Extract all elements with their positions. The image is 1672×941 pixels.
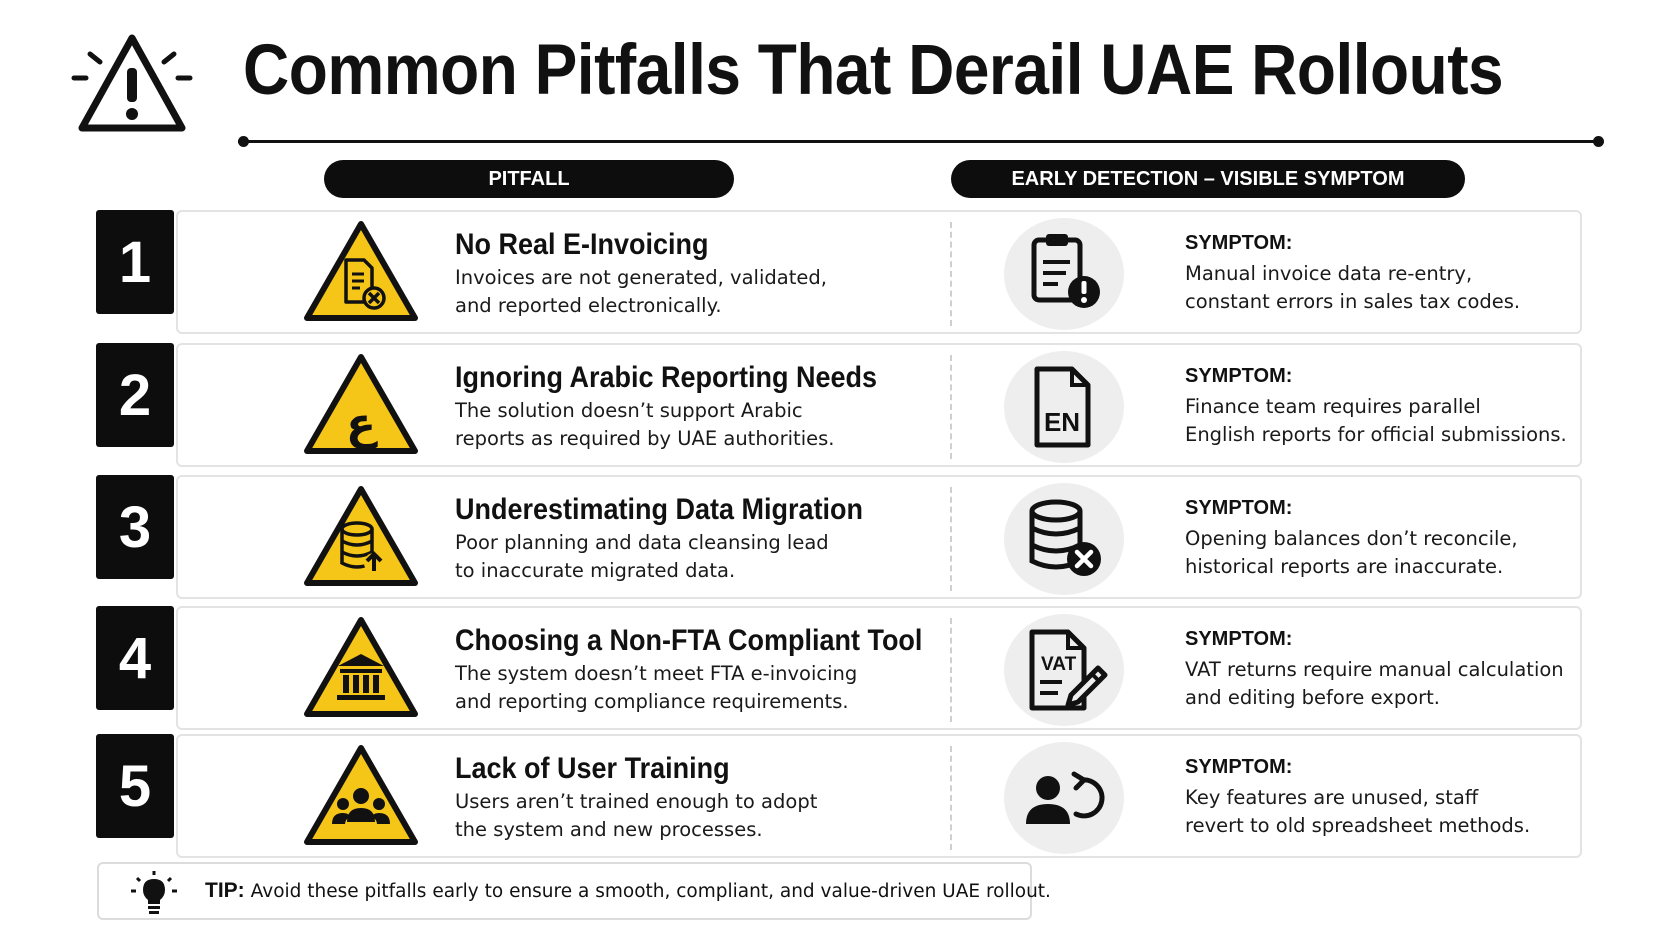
symptom-label: SYMPTOM: xyxy=(1185,756,1293,778)
tip-label: TIP: xyxy=(205,879,245,902)
symptom-description: Finance team requires parallel English reports for official submissions. xyxy=(1185,395,1567,446)
lightbulb-icon xyxy=(129,870,179,916)
tip-box xyxy=(97,862,1051,920)
row-number: 5 xyxy=(96,734,174,838)
row-number: 1 xyxy=(96,210,174,314)
row-number: 3 xyxy=(96,475,174,579)
symptom-description: Opening balances don’t reconcile, historical reports are inaccurate. xyxy=(1185,527,1518,578)
symptom-description: Key features are unused, staff revert to old spreadsheet methods. xyxy=(1185,786,1531,837)
pitfall-title: No Real E-Invoicing xyxy=(455,228,709,261)
pitfall-title: Underestimating Data Migration xyxy=(455,493,864,526)
government-building-icon xyxy=(302,614,420,720)
row-card xyxy=(176,343,1582,467)
page-title: Common Pitfalls That Derail UAE Rollouts xyxy=(243,29,1504,110)
symptom-column-header: EARLY DETECTION – VISIBLE SYMPTOM xyxy=(951,160,1465,198)
pitfall-column-header: PITFALL xyxy=(324,160,734,198)
row-card xyxy=(176,210,1582,334)
svg-text:EN: EN xyxy=(1043,407,1081,437)
row-number: 4 xyxy=(96,606,174,710)
pitfall-description: Users aren’t trained enough to adopt the system and new processes. xyxy=(455,790,818,841)
en-document-icon xyxy=(1004,351,1124,463)
tip-text xyxy=(205,879,1051,903)
tip-message: Avoid these pitfalls early to ensure a smooth, compliant, and value-driven UAE rollout. xyxy=(250,881,1051,902)
symptom-icon-circle xyxy=(1004,218,1124,330)
column-divider xyxy=(950,487,952,591)
pitfall-title: Ignoring Arabic Reporting Needs xyxy=(455,361,878,394)
symptom-icon-circle xyxy=(1004,483,1124,595)
vat-document-edit-icon xyxy=(1004,614,1124,726)
symptom-icon-circle xyxy=(1004,614,1124,726)
svg-text:VAT: VAT xyxy=(1041,654,1077,675)
column-divider xyxy=(950,618,952,722)
symptom-label: SYMPTOM: xyxy=(1185,628,1293,650)
column-divider xyxy=(950,355,952,459)
user-revert-icon xyxy=(1004,742,1124,854)
symptom-label: SYMPTOM: xyxy=(1185,365,1293,387)
row-number: 2 xyxy=(96,343,174,447)
pitfall-description: Poor planning and data cleansing lead to inaccurate migrated data. xyxy=(455,531,829,582)
svg-text:ع: ع xyxy=(345,399,377,450)
column-divider xyxy=(950,746,952,850)
symptom-label: SYMPTOM: xyxy=(1185,497,1293,519)
column-divider xyxy=(950,222,952,326)
divider-dot-right xyxy=(1593,136,1604,147)
row-card xyxy=(176,606,1582,730)
pitfall-description: The solution doesn’t support Arabic reports as required by UAE authorities. xyxy=(455,399,835,450)
row-card xyxy=(176,734,1582,858)
pitfall-title: Lack of User Training xyxy=(455,752,730,785)
title-divider xyxy=(238,140,1600,143)
pitfall-description: The system doesn’t meet FTA e-invoicing and reporting compliance requirements. xyxy=(455,662,858,713)
symptom-label: SYMPTOM: xyxy=(1185,232,1293,254)
symptom-icon-circle xyxy=(1004,351,1124,463)
warning-icon xyxy=(70,30,195,140)
symptom-description: VAT returns require manual calculation and editing before export. xyxy=(1185,658,1564,709)
row-card xyxy=(176,475,1582,599)
user-group-icon xyxy=(302,742,420,848)
divider-dot-left xyxy=(238,136,249,147)
database-error-icon xyxy=(1004,483,1124,595)
symptom-description: Manual invoice data re-entry, constant errors in sales tax codes. xyxy=(1185,262,1521,313)
symptom-icon-circle xyxy=(1004,742,1124,854)
pitfall-description: Invoices are not generated, validated, and reported electronically. xyxy=(455,266,827,317)
clipboard-alert-icon xyxy=(1004,218,1124,330)
database-upload-icon xyxy=(302,483,420,589)
document-x-icon xyxy=(302,218,420,324)
pitfall-title: Choosing a Non-FTA Compliant Tool xyxy=(455,624,923,657)
arabic-letter-icon xyxy=(302,351,420,457)
